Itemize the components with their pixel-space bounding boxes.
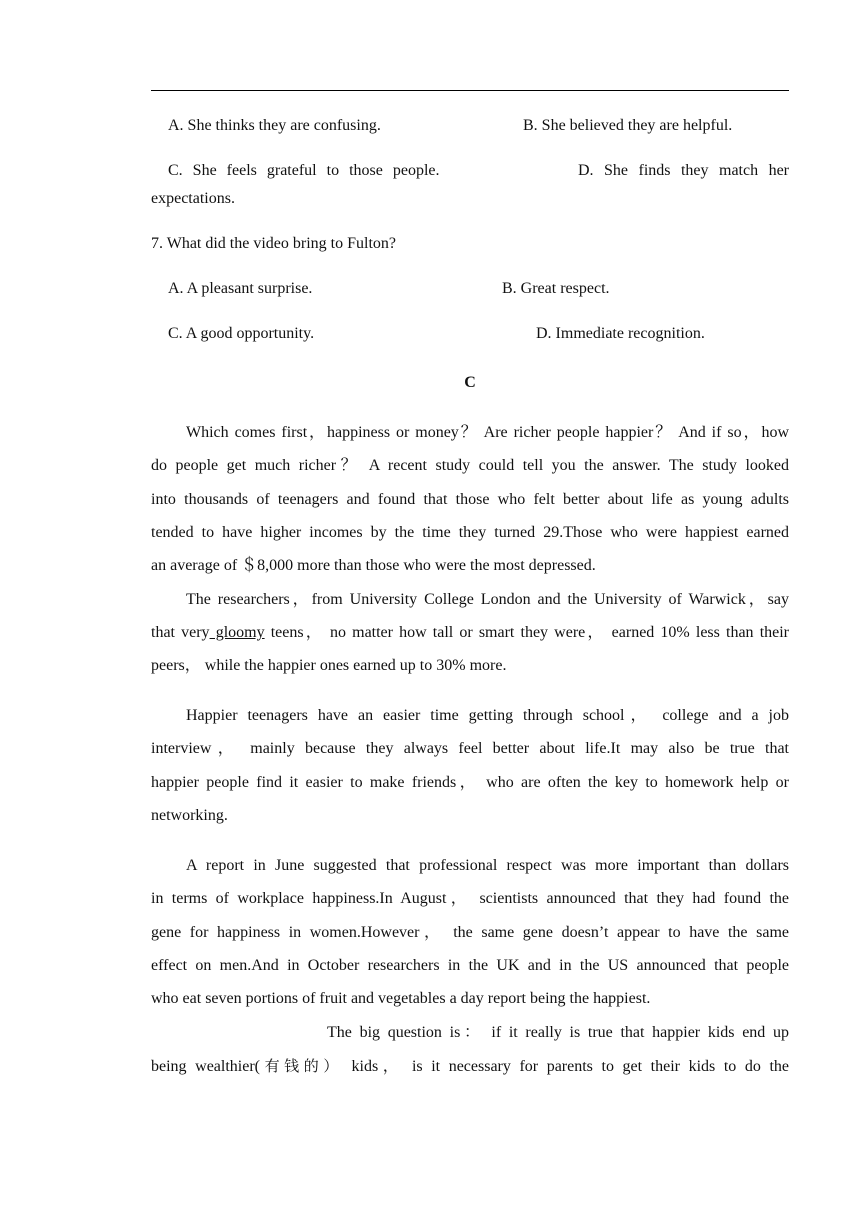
p4-line-4: effect on men.And in October researchers in the UK and in the US announced that people	[151, 957, 789, 974]
section-title: C	[464, 374, 476, 391]
p5-line-2-pre: being wealthier(	[151, 1058, 260, 1075]
q7-option-b: B. Great respect.	[502, 280, 610, 297]
q7-option-c: C. A good opportunity.	[168, 325, 315, 342]
p2-line-3: peers， while the happier ones earned up to 30% more.	[151, 657, 507, 674]
p5-line-2-cjk: 有钱的）	[260, 1057, 343, 1075]
p5-line-2-post: kids， is it necessary for parents to get their kids to do the	[342, 1058, 789, 1075]
header-rule	[151, 90, 789, 91]
p4-line-2: in terms of workplace happiness.In August， scientists announced that they had found the	[151, 890, 789, 907]
q6-option-c	[168, 161, 440, 181]
p4-line-5: who eat seven portions of fruit and vegetables a day report being the happiest.	[151, 990, 651, 1007]
q6-option-b: B. She believed they are helpful.	[523, 117, 733, 134]
p4-line-1: A report in June suggested that professional respect was more important than dollars	[186, 857, 789, 874]
q6-option-a: A. She thinks they are confusing.	[168, 117, 381, 134]
gloomy-underlined-word: gloomy	[209, 624, 265, 641]
p5-line-2	[151, 1056, 789, 1077]
p1-line-4: tended to have higher incomes by the time they turned 29.Those who were happiest earned	[151, 524, 789, 541]
p2-line-2-post: teens， no matter how tall or smart they were， earned 10% less than their	[264, 624, 790, 641]
p1-line-2: do people get much richer？ A recent study could tell you the answer. The study looked	[151, 457, 789, 474]
p2-line-1: The researchers，from University College London and the University of Warwick，say	[186, 591, 789, 608]
p3-line-3: happier people find it easier to make friends， who are often the key to homework help or	[151, 774, 789, 791]
p1-line-5: an average of ＄8,000 more than those who were the most depressed.	[151, 557, 596, 574]
q6-option-d: D. She finds they match her	[578, 162, 789, 179]
p1-line-1: Which comes first，happiness or money？ Are richer people happier？ And if so，how	[186, 424, 790, 441]
p3-line-1: Happier teenagers have an easier time getting through school， college and a job	[186, 707, 789, 724]
q7-option-a: A. A pleasant surprise.	[168, 280, 313, 297]
p3-line-2: interview， mainly because they always feel better about life.It may also be true that	[151, 740, 789, 757]
p2-line-2	[151, 623, 789, 643]
p3-line-4: networking.	[151, 807, 228, 824]
p5-line-1: The big question is： if it really is true that happier kids end up	[327, 1024, 789, 1041]
p1-line-3: into thousands of teenagers and found that those who felt better about life as young adults	[151, 491, 789, 508]
q7-question: 7. What did the video bring to Fulton?	[151, 235, 397, 252]
p2-line-2-pre: that very	[151, 624, 210, 641]
q6-option-d-continued: expectations.	[151, 190, 235, 207]
q7-option-d: D. Immediate recognition.	[536, 325, 705, 342]
p4-line-3: gene for happiness in women.However， the same gene doesn’t appear to have the same	[151, 924, 789, 941]
q6-option-c-text: C. She feels grateful to those people.	[168, 162, 440, 179]
